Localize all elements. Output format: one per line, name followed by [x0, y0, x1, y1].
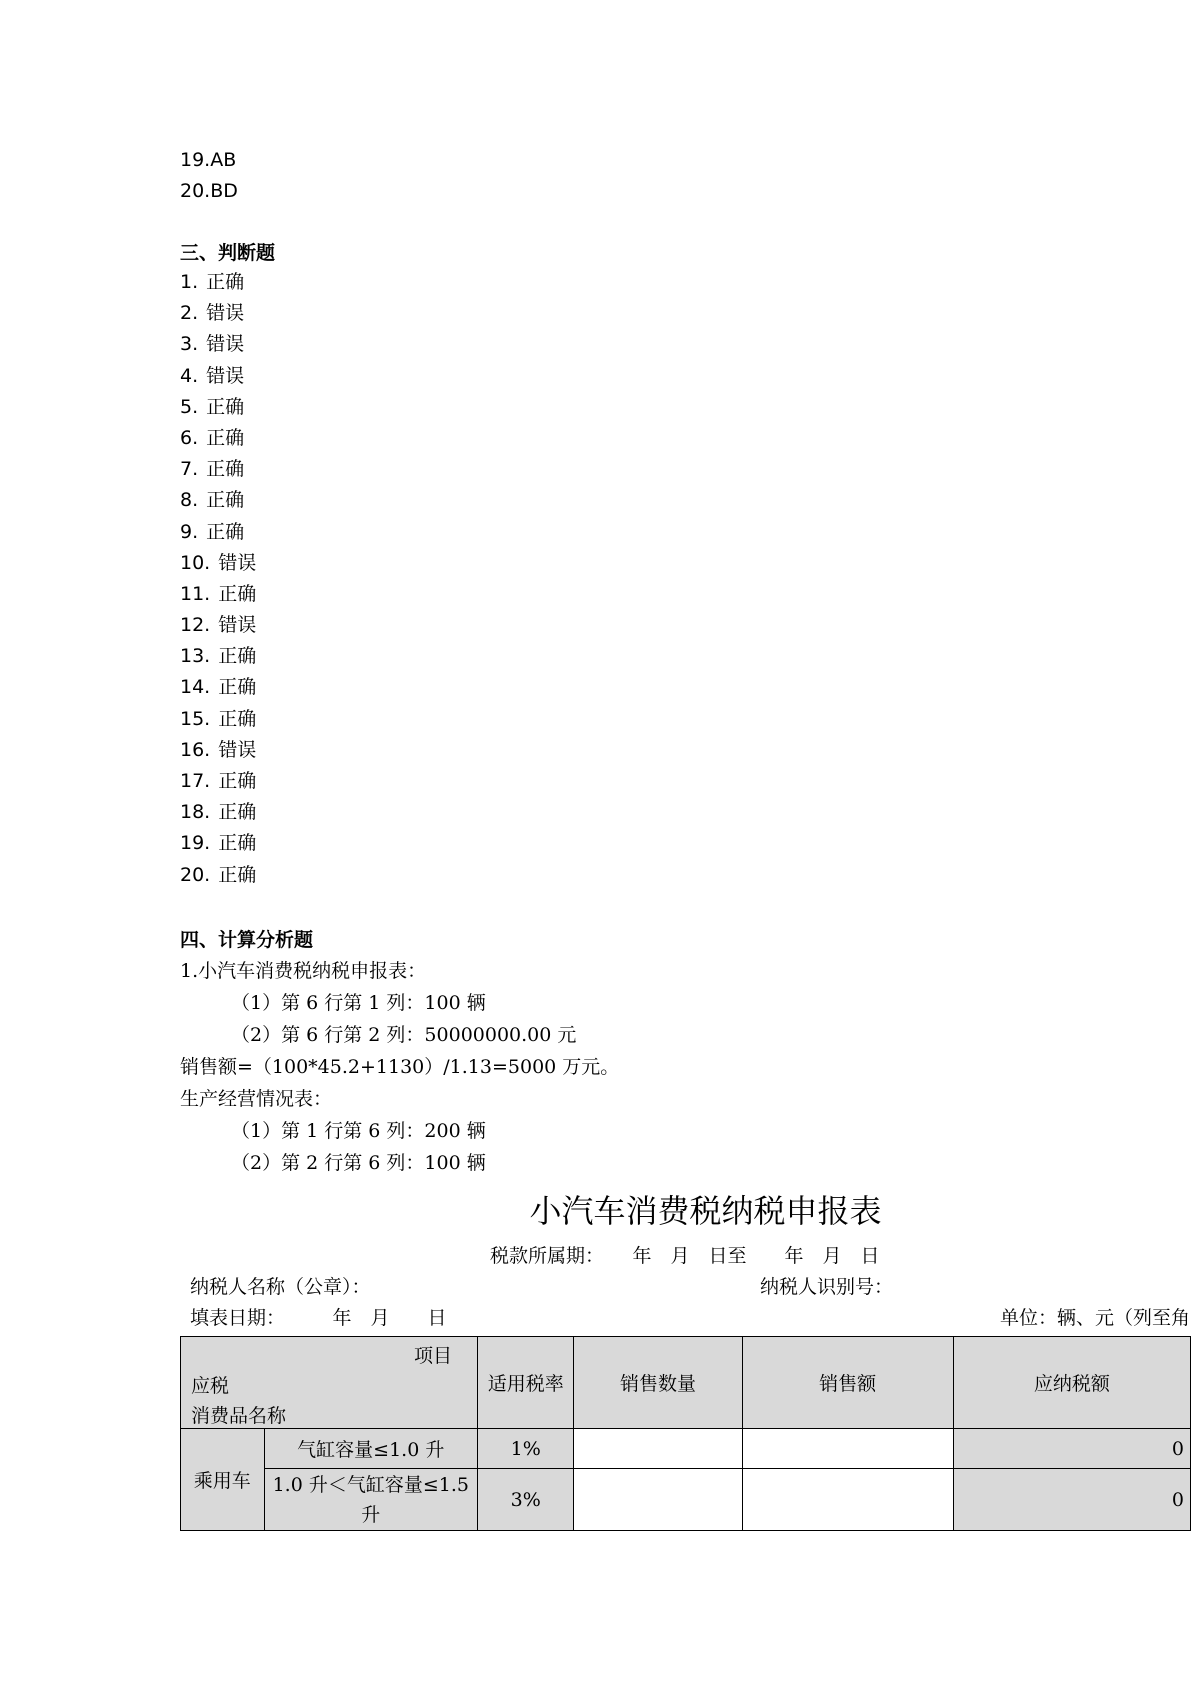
item-number: 3. — [180, 333, 199, 356]
q1-item-2: （2）第 6 行第 2 列：50000000.00 元 — [231, 1024, 577, 1046]
judgement-item — [180, 267, 256, 298]
item-number: 4. — [180, 364, 199, 387]
item-number: 19. — [180, 832, 211, 855]
mc-answer-20: 20.BD — [180, 180, 238, 202]
judgement-item — [180, 361, 256, 392]
item-answer: 正确 — [218, 863, 257, 886]
item-answer: 错误 — [218, 551, 257, 574]
section4-heading: 四、计算分析题 — [180, 929, 314, 951]
item-answer: 正确 — [218, 707, 257, 730]
judgement-item — [180, 766, 256, 797]
judgement-item — [180, 735, 256, 766]
judgement-item — [180, 828, 256, 859]
item-number: 17. — [180, 770, 211, 792]
judgement-item — [180, 485, 256, 516]
header-sales-amount: 销售额 — [742, 1337, 953, 1429]
item-answer: 错误 — [206, 364, 245, 387]
item-answer: 正确 — [218, 645, 257, 668]
judgement-item — [180, 423, 256, 454]
item-answer: 正确 — [206, 395, 245, 418]
item-number: 12. — [180, 614, 211, 637]
row-rate: 3% — [478, 1469, 574, 1531]
item-number: 1. — [180, 271, 199, 293]
judgement-item — [180, 392, 256, 423]
header-rate: 适用税率 — [478, 1337, 574, 1429]
header-item-label: 项目 — [414, 1345, 453, 1367]
judgement-item — [180, 672, 256, 703]
item-number: 10. — [180, 551, 211, 574]
judgement-item — [180, 454, 256, 485]
item-number: 8. — [180, 489, 199, 512]
row-label: 1.0 升＜气缸容量≤1.5 升 — [264, 1469, 478, 1531]
item-answer: 错误 — [218, 614, 257, 637]
item-number: 9. — [180, 520, 199, 543]
header-product-label: 消费品名称 — [191, 1405, 287, 1427]
item-number: 13. — [180, 645, 211, 668]
item-number: 15. — [180, 707, 211, 730]
item-answer: 正确 — [206, 520, 245, 543]
judgement-item — [180, 704, 256, 735]
item-number: 18. — [180, 801, 211, 824]
item-answer: 错误 — [218, 738, 257, 761]
row-quantity-input[interactable] — [574, 1429, 742, 1469]
row-rate: 1% — [478, 1429, 574, 1469]
tax-period: 税款所属期： 年 月 日至 年 月 日 — [490, 1245, 880, 1267]
item-number: 7. — [180, 458, 199, 481]
mc-answer-19: 19.AB — [180, 149, 237, 171]
item-number: 5. — [180, 395, 199, 418]
judgement-item — [180, 797, 256, 828]
tax-declaration-table — [180, 1336, 1191, 1531]
row-sales-input[interactable] — [742, 1429, 953, 1469]
q1-title: 1.小汽车消费税纳税申报表： — [180, 960, 427, 982]
item-answer: 正确 — [218, 770, 257, 792]
category-passenger-car: 乘用车 — [181, 1429, 265, 1531]
item-answer: 正确 — [206, 426, 245, 449]
item-answer: 正确 — [206, 271, 245, 293]
production-item-1: （1）第 1 行第 6 列：200 辆 — [231, 1120, 486, 1142]
item-answer: 正确 — [206, 489, 245, 512]
production-title: 生产经营情况表： — [180, 1088, 333, 1110]
row-label: 气缸容量≤1.0 升 — [264, 1429, 478, 1469]
item-number: 6. — [180, 426, 199, 449]
item-number: 2. — [180, 302, 199, 325]
header-quantity: 销售数量 — [574, 1337, 742, 1429]
judgement-item — [180, 610, 256, 641]
item-number: 11. — [180, 582, 211, 605]
header-taxable-label: 应税 — [191, 1375, 230, 1397]
form-title: 小汽车消费税纳税申报表 — [529, 1192, 882, 1230]
fill-date-label: 填表日期： 年 月 日 — [190, 1307, 447, 1329]
item-number: 16. — [180, 738, 211, 761]
production-item-2: （2）第 2 行第 6 列：100 辆 — [231, 1152, 486, 1174]
item-answer: 错误 — [206, 302, 245, 325]
judgement-answer-list — [180, 267, 256, 891]
judgement-item — [180, 329, 256, 360]
sales-calc: 销售额=（100*45.2+1130）/1.13=5000 万元。 — [180, 1056, 620, 1078]
judgement-item — [180, 298, 256, 329]
row-tax: 0 — [953, 1429, 1190, 1469]
judgement-item — [180, 641, 256, 672]
row-quantity-input[interactable] — [574, 1469, 742, 1531]
q1-item-1: （1）第 6 行第 1 列：100 辆 — [231, 992, 486, 1014]
taxpayer-id-label: 纳税人识别号： — [760, 1276, 894, 1298]
item-answer: 正确 — [218, 676, 257, 699]
row-sales-input[interactable] — [742, 1469, 953, 1531]
judgement-item — [180, 860, 256, 891]
item-answer: 正确 — [206, 458, 245, 481]
header-tax-payable: 应纳税额 — [953, 1337, 1190, 1429]
item-answer: 正确 — [218, 582, 257, 605]
judgement-item — [180, 579, 256, 610]
item-number: 20. — [180, 863, 211, 886]
item-answer: 正确 — [218, 832, 257, 855]
unit-label: 单位：辆、元（列至角 — [1000, 1307, 1191, 1329]
judgement-item — [180, 517, 256, 548]
header-item-cell — [181, 1337, 478, 1429]
item-answer: 错误 — [206, 333, 245, 356]
row-tax: 0 — [953, 1469, 1190, 1531]
taxpayer-name-label: 纳税人名称（公章）： — [190, 1276, 371, 1298]
item-number: 14. — [180, 676, 211, 699]
section3-heading: 三、判断题 — [180, 242, 276, 264]
item-answer: 正确 — [218, 801, 257, 824]
judgement-item — [180, 548, 256, 579]
